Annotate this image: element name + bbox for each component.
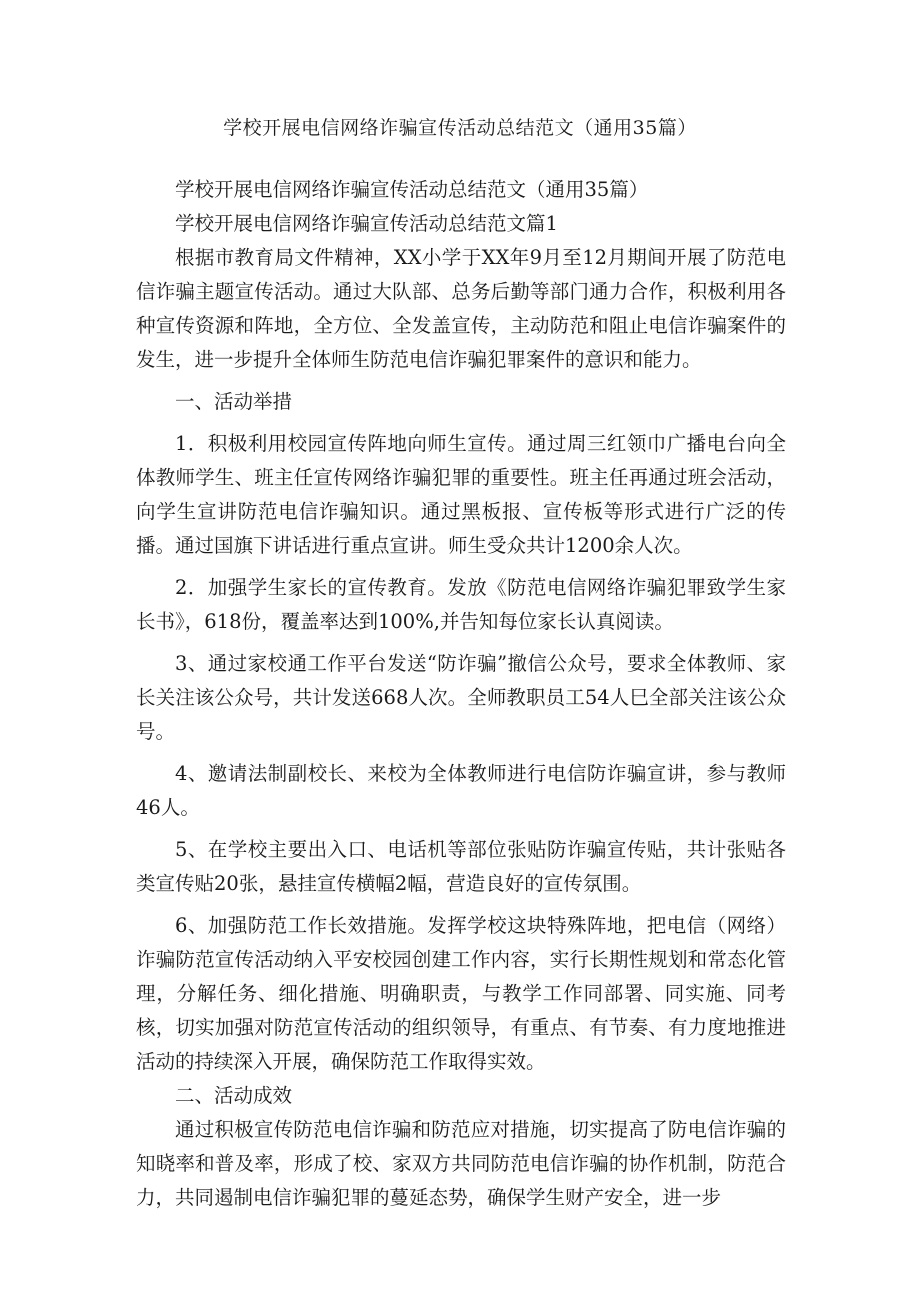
heading-activity-measures: 一、活动举措	[175, 390, 293, 413]
paragraph-measure-6: 6、加强防范工作长效措施。发挥学校这块特殊阵地，把电信（网络）诈骗防范宣传活动纳入平安校园创建工作内容，实行长期性规划和常态化管理，分解任务、细化措施、明确职责，与教学工作同部署、同实施、同考核，切实加强对防范宣传活动的组织领导，有重点、有节奏、有力度地推进活动的持续深入开展，确保防范工作取得实效。	[136, 914, 786, 1073]
paragraph-measure-5: 5、在学校主要出入口、电话机等部位张贴防诈骗宣传贴，共计张贴各类宣传贴20张，悬挂宣传横幅2幅，营造良好的宣传氛围。	[136, 838, 786, 895]
paragraph-results: 通过积极宣传防范电信诈骗和防范应对措施，切实提高了防电信诈骗的知晓率和普及率，形成了校、家双方共同防范电信诈骗的协作机制，防范合力，共同遏制电信诈骗犯罪的蔓延态势，确保学生财产安全，进一步	[136, 1118, 786, 1209]
paragraph-measure-1: 1．积极利用校园宣传阵地向师生宣传。通过周三红领巾广播电台向全体教师学生、班主任宣传网络诈骗犯罪的重要性。班主任再通过班会活动，向学生宣讲防范电信诈骗知识。通过黑板报、宣传板等形式进行广泛的传播。通过国旗下讲话进行重点宣讲。师生受众共计1200余人次。	[136, 432, 786, 557]
paragraph-repeat-title: 学校开展电信网络诈骗宣传活动总结范文（通用35篇）	[175, 178, 649, 201]
paragraph-measure-2: 2．加强学生家长的宣传教育。发放《防范电信网络诈骗犯罪致学生家长书》，618份，覆盖率达到100%,并告知每位家长认真阅读。	[136, 576, 786, 633]
paragraph-intro: 根据市教育局文件精神，XX小学于XX年9月至12月期间开展了防范电信诈骗主题宣传活动。通过大队部、总务后勤等部门通力合作，积极利用各种宣传资源和阵地，全方位、全发盖宣传，主动防范和阻止电信诈骗案件的发生，进一步提升全体师生防范电信诈骗犯罪案件的意识和能力。	[136, 246, 786, 371]
document-title: 学校开展电信网络诈骗宣传活动总结范文（通用35篇）	[223, 117, 697, 139]
paragraph-section-heading: 学校开展电信网络诈骗宣传活动总结范文篇1	[175, 212, 558, 235]
heading-activity-results: 二、活动成效	[175, 1084, 293, 1107]
paragraph-measure-3: 3、通过家校通工作平台发送“防诈骗”撤信公众号，要求全体教师、家长关注该公众号，共计发送668人次。全师教职员工54人巳全部关注该公众号。	[136, 652, 786, 743]
document-body	[136, 173, 786, 1215]
paragraph-measure-4: 4、邀请法制副校长、来校为全体教师进行电信防诈骗宣讲，参与教师46人。	[136, 762, 786, 819]
